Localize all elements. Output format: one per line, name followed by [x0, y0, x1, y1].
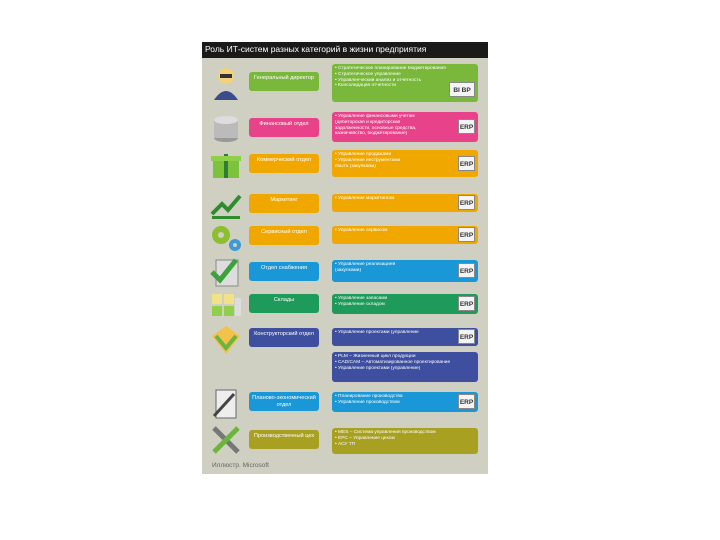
info-box: [332, 260, 478, 282]
dept-label: Генеральный директор: [249, 72, 319, 91]
erp-badge: ERP: [458, 263, 475, 278]
dept-label: Планово-экономический отдел: [249, 392, 319, 411]
info-item: • Управление реализацией: [335, 262, 396, 267]
info-item: • Управление проектами (управление: [335, 330, 419, 335]
coins-icon: [208, 110, 244, 146]
erp-badge: ERP: [458, 394, 475, 409]
info-item: • АСУ ТП: [335, 441, 356, 447]
title-bar: [202, 42, 488, 58]
tools-icon: [208, 422, 244, 458]
chart-icon: [208, 188, 244, 224]
info-item: (дебиторская и кредиторская: [335, 119, 401, 125]
info-item: • Консолидация отчетности: [335, 83, 396, 89]
info-item: казначейство, бюджетирование): [335, 131, 408, 137]
info-box: [332, 328, 478, 346]
erp-badge: ERP: [458, 296, 475, 311]
dept-label: Производственный цех: [249, 430, 319, 449]
info-item: • Управление складом: [335, 301, 385, 307]
source-caption: Иллюстр. Microsoft: [212, 462, 269, 469]
checklist-icon: [208, 254, 244, 290]
info-item: • Управление запасами: [335, 296, 388, 301]
info-item: • PLM – Жизненный цикл продукции: [335, 354, 416, 359]
dept-label: Маркетинг: [249, 194, 319, 213]
dept-label: Финансовый отдел: [249, 118, 319, 137]
erp-badge: ERP: [458, 156, 475, 171]
info-item: • Планирование производства: [335, 394, 403, 399]
info-box: [332, 392, 478, 412]
poster: [202, 42, 488, 474]
dept-label: Отдел снабжения: [249, 262, 319, 281]
info-item: • Управление финансовыми учетом: [335, 114, 415, 119]
info-item: • Управление инструментами: [335, 157, 401, 163]
info-box: [332, 352, 478, 382]
info-item: (закупками): [335, 267, 362, 273]
gift-icon: [208, 146, 244, 182]
info-item: • Стратегическое управление: [335, 71, 401, 77]
dept-label: Склады: [249, 294, 319, 313]
warehouse-icon: [208, 286, 244, 322]
info-item: • Стратегическое планирование бюджетирования: [335, 66, 446, 71]
info-box: [332, 428, 478, 454]
info-box: [332, 112, 478, 142]
erp-badge: ERP: [458, 227, 475, 242]
info-box: [332, 64, 478, 102]
info-box: [332, 194, 478, 212]
gears-icon: [208, 220, 244, 256]
page-title: Роль ИТ-систем разных категорий в жизни предприятия: [205, 44, 427, 54]
dept-label: Конструкторский отдел: [249, 328, 319, 347]
info-box: [332, 150, 478, 177]
info-item: задолженности, основные средства,: [335, 125, 417, 131]
info-item: • MES – Система управления производством: [335, 430, 436, 435]
blueprint-icon: [208, 322, 244, 358]
erp-badge: ERP: [458, 329, 475, 344]
dept-label: Сервисный отдел: [249, 226, 319, 245]
manager-icon: [208, 64, 244, 100]
info-item: • EPC – Управление цехом: [335, 435, 395, 441]
info-item: • Управленческий анализ и отчетность: [335, 77, 422, 83]
dept-label: Коммерческий отдел: [249, 154, 319, 173]
info-item: • Управление продажами: [335, 152, 392, 157]
info-item: • Управление сервисом: [335, 228, 388, 233]
info-box: [332, 294, 478, 314]
erp-badge: ERP: [458, 195, 475, 210]
info-item: сбыта (закупками): [335, 163, 376, 169]
info-box: [332, 226, 478, 244]
erp-badge: ERP: [458, 119, 475, 134]
clipboard-icon: [208, 386, 244, 422]
info-item: • Управление маркетингом: [335, 196, 395, 201]
info-item: • Управление производством: [335, 399, 400, 405]
info-item: • CAD/CAM – Автоматизированное проектирование: [335, 359, 451, 365]
info-item: • Управление проектами (управление): [335, 365, 421, 371]
bi-badge: BI BP: [449, 82, 475, 97]
